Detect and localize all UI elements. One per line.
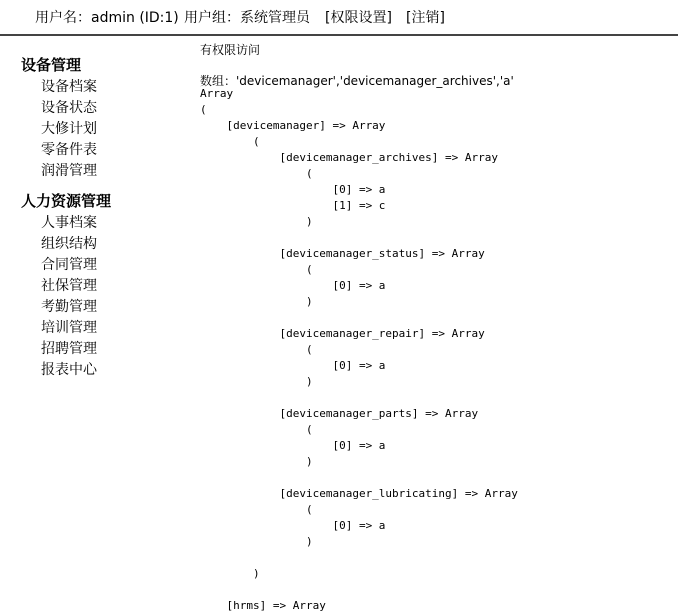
menu-item-lubrication[interactable]: 润滑管理 <box>41 163 97 179</box>
array-data-line: 数组：'devicemanager','devicemanager_archives','a' <box>200 74 514 88</box>
menu-item-device-archives[interactable]: 设备档案 <box>41 79 97 95</box>
menu-item-recruitment[interactable]: 招聘管理 <box>41 341 97 357</box>
menu-item-personnel-files[interactable]: 人事档案 <box>41 215 97 231</box>
menu-item-attendance[interactable]: 考勤管理 <box>41 299 97 315</box>
array-dump: Array ( [devicemanager] => Array ( [devicemanager_archives] => Array ( [0] => a [1] => c ) [devicemanager_status] => Array ( [0] => a ) [devicemanager_repair] => Array ( [0] => a ) [devicemanager_parts] => Array ( [0] => a ) [devicemanager_lubricating] => Array ( [0] => a ) ) [hrms] => Array <box>200 87 518 612</box>
usergroup-label: 用户组：系统管理员 <box>184 10 310 26</box>
menu-group-title-hr: 人力资源管理 <box>21 192 112 210</box>
access-message: 有权限访问 <box>200 43 261 57</box>
menu-item-training[interactable]: 培训管理 <box>41 320 97 336</box>
permission-settings-link[interactable]: [权限设置] <box>325 10 392 26</box>
menu-item-overhaul-plan[interactable]: 大修计划 <box>41 121 97 137</box>
menu-item-spare-parts[interactable]: 零备件表 <box>41 142 97 158</box>
top-bar <box>0 0 678 36</box>
menu-item-social-security[interactable]: 社保管理 <box>41 278 97 294</box>
menu-item-contracts[interactable]: 合同管理 <box>41 257 97 273</box>
menu-group-title-device: 设备管理 <box>21 56 82 74</box>
logout-link[interactable]: [注销] <box>406 10 445 26</box>
menu-item-report-center[interactable]: 报表中心 <box>41 362 97 378</box>
menu-item-device-status[interactable]: 设备状态 <box>41 100 97 116</box>
menu-item-org-structure[interactable]: 组织结构 <box>41 236 97 252</box>
username-label: 用户名：admin (ID:1) <box>35 10 179 26</box>
